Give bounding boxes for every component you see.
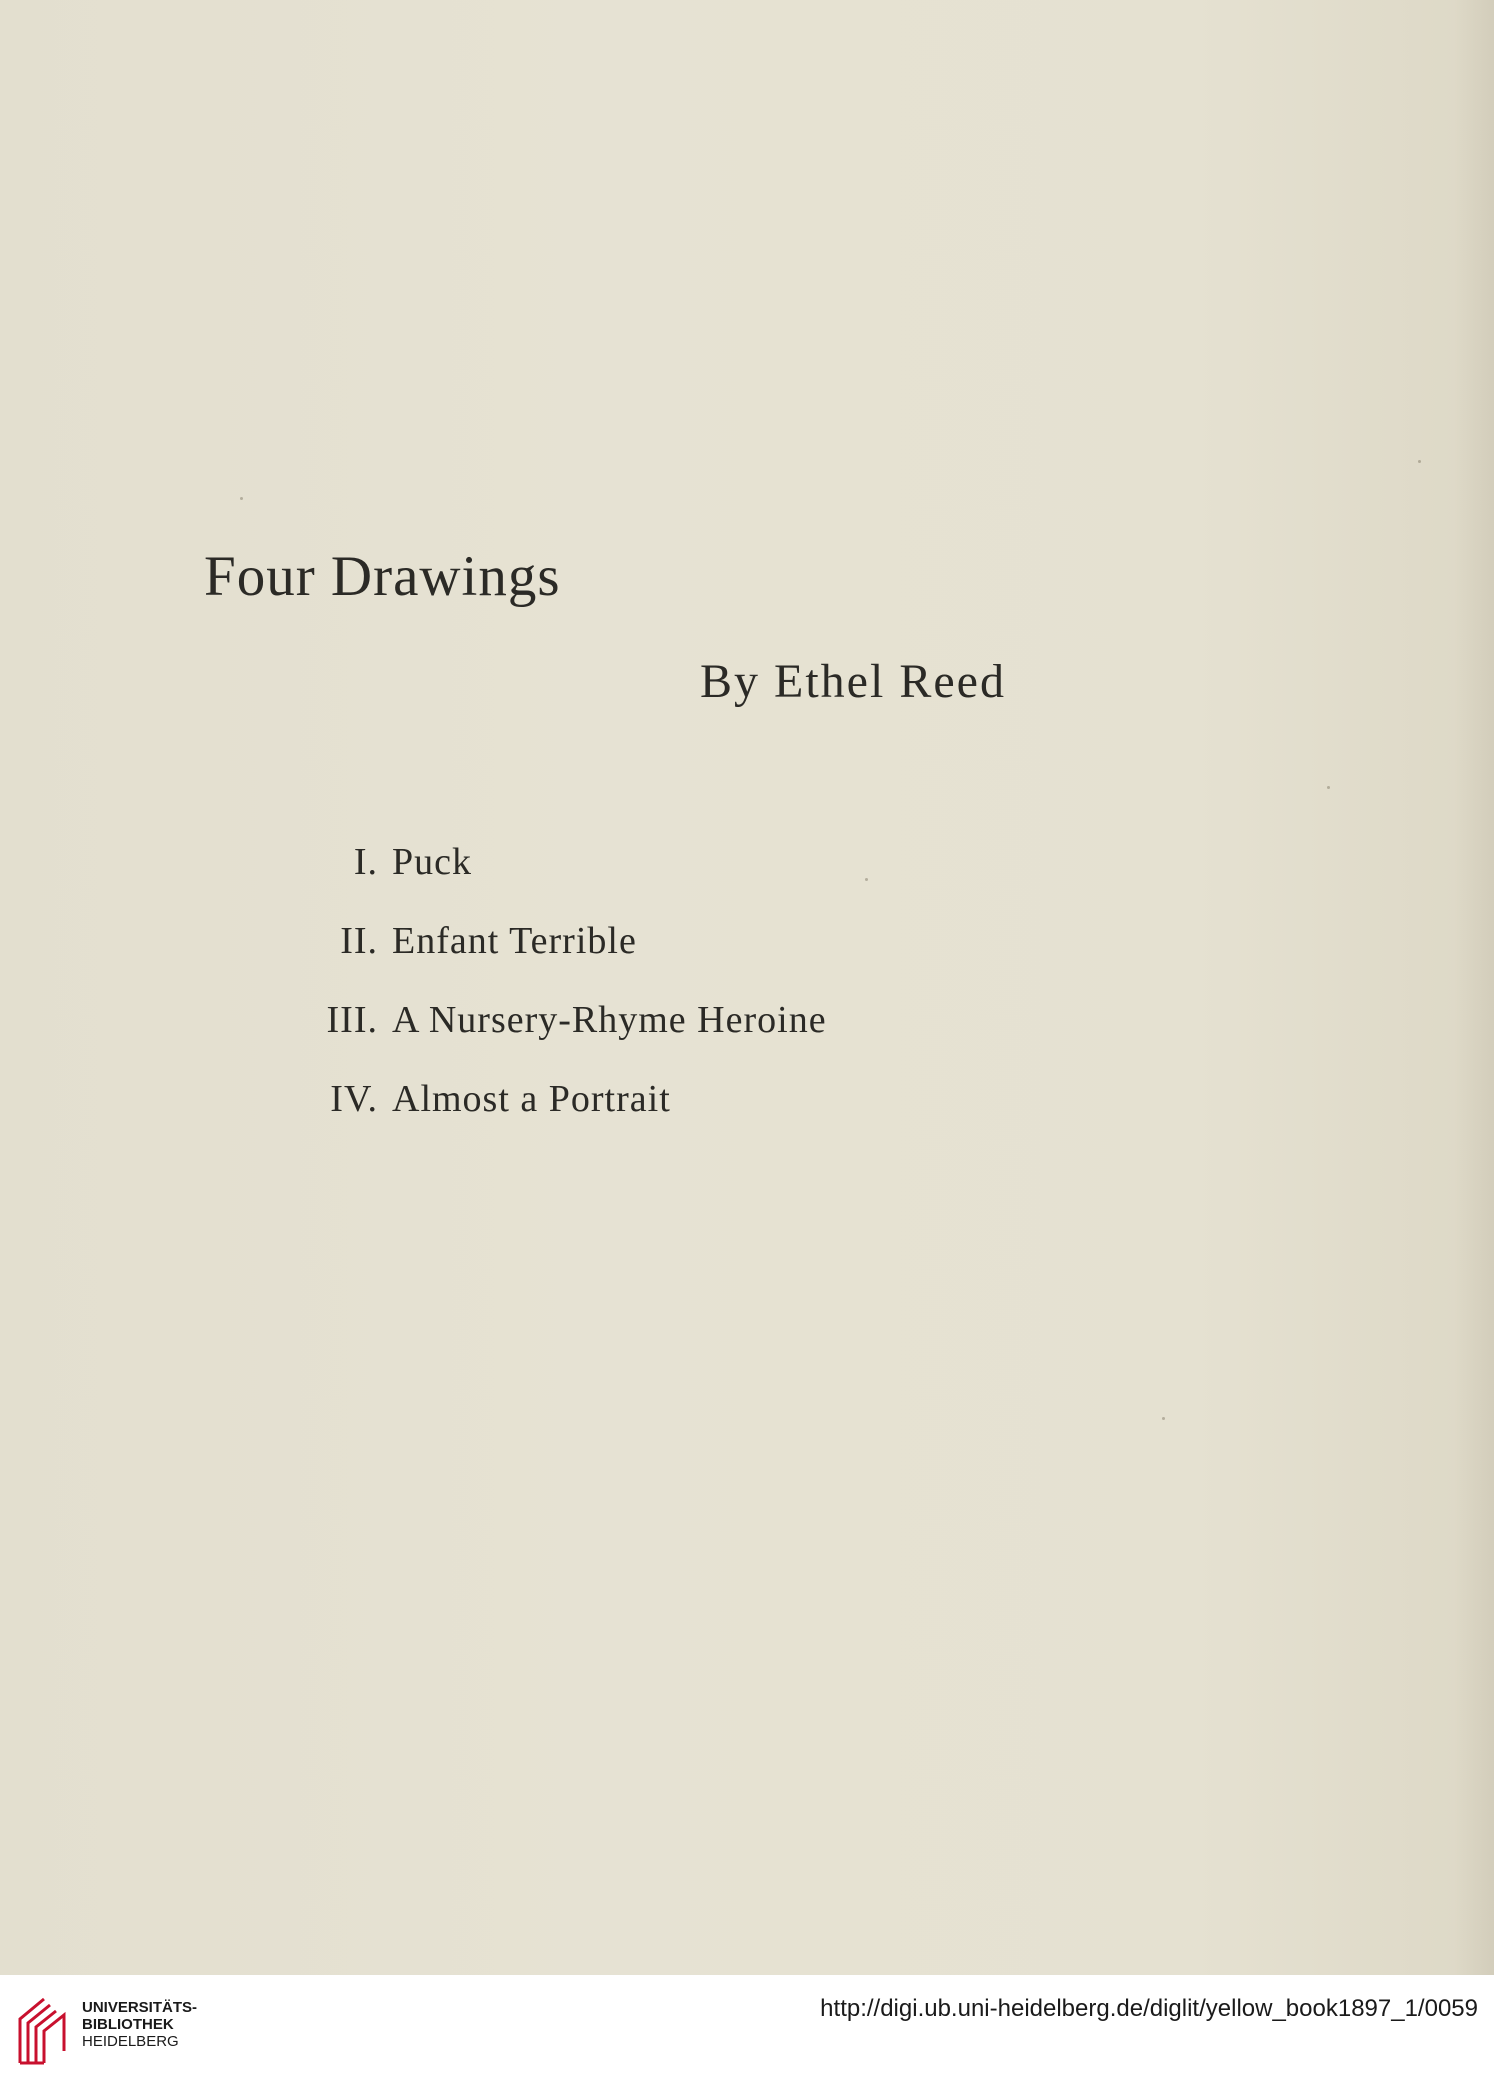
library-name-line: BIBLIOTHEK [82,2016,174,2033]
viewer-footer [0,1975,1494,2083]
document-byline: By Ethel Reed [700,655,1006,708]
paper-speck [1418,460,1421,463]
contents-numeral: II. [340,920,378,962]
contents-label: Enfant Terrible [392,920,637,962]
contents-item [290,919,827,998]
contents-numeral: I. [353,841,378,883]
permalink-url[interactable]: http://digi.ub.uni-heidelberg.de/diglit/yellow_book1897_1/0059 [820,1995,1478,2022]
contents-item [290,998,827,1077]
paper-speck [1162,1417,1165,1420]
contents-item [290,840,827,919]
paper-speck [240,497,243,500]
paper-speck [1327,786,1330,789]
contents-label: Puck [392,841,472,883]
contents-label: A Nursery-Rhyme Heroine [392,999,827,1041]
contents-list [290,840,827,1156]
contents-numeral: III. [326,999,378,1041]
library-name[interactable] [82,1999,197,2050]
contents-numeral: IV. [330,1078,378,1120]
contents-item [290,1077,827,1156]
library-name-line: HEIDELBERG [82,2033,179,2050]
contents-label: Almost a Portrait [392,1078,671,1120]
library-logo-icon[interactable] [14,1989,76,2069]
paper-speck [865,878,868,881]
document-title: Four Drawings [204,545,561,608]
library-name-line: UNIVERSITÄTS- [82,1999,198,2016]
